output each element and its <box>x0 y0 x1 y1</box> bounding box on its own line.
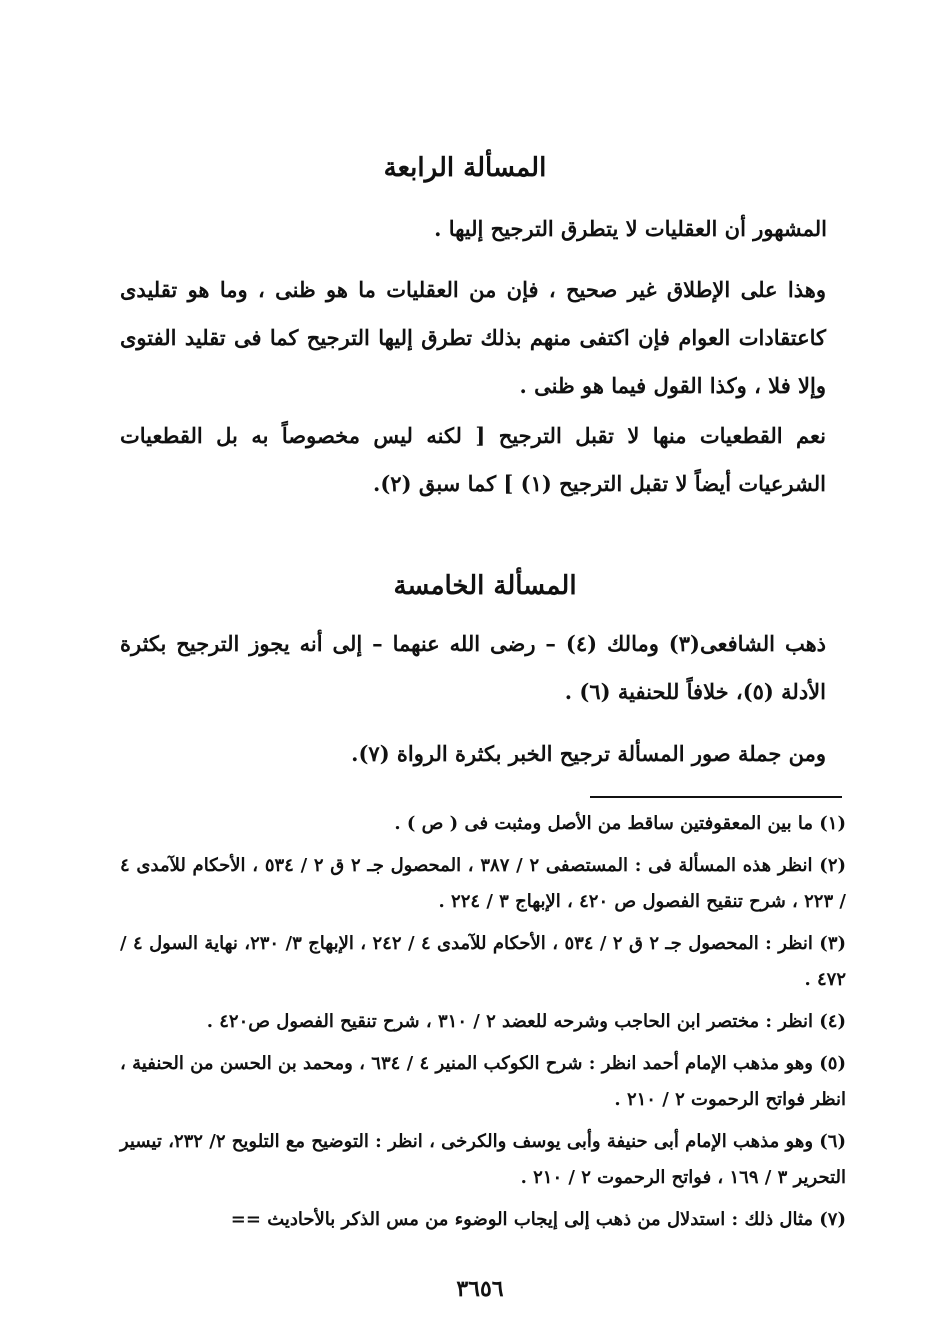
section-4-title: المسألة الرابعة <box>383 153 547 183</box>
page-number: ٣٦٥٦ <box>456 1276 504 1302</box>
footnote-7: (٧) مثال ذلك : استدلال من ذهب إلى إيجاب الوضوء من مس الذكر بالأحاديث == <box>230 1209 846 1230</box>
section-4-paragraph-2: وهذا على الإطلاق غير صحيح ، فإن من العقليات ما هو ظنى ، وما هو تقليدى كاعتقادات العوام فإن اكتفى منهم بذلك تطرق إليها الترجيح كما فى تقليد الفتوى وإلا فلا ، وكذا القول فيما هو ظنى . <box>120 277 826 398</box>
section-4-paragraph-1: المشهور أن العقليات لا يتطرق الترجيح إليها . <box>434 216 827 241</box>
footnote-6: (٦) وهو مذهب الإمام أبى حنيفة وأبى يوسف والكرخى ، انظر : التوضيح مع التلويح ٢/ ٢٣٢، تيسير التحرير ٣ / ١٦٩ ، فواتح الرحموت ٢ / ٢١٠ . <box>120 1131 846 1188</box>
section-5-paragraph-2: ومن جملة صور المسألة ترجيح الخبر بكثرة الرواة (٧). <box>351 741 826 766</box>
footnote-4: (٤) انظر : مختصر ابن الحاجب وشرحه للعضد ٢ / ٣١٠ ، شرح تنقيح الفصول ص٤٢٠ . <box>206 1011 846 1032</box>
footnote-separator <box>590 796 842 798</box>
section-5-title: المسألة الخامسة <box>393 571 577 601</box>
footnote-1: (١) ما بين المعقوفتين ساقط من الأصل ومثبت فى ( ص ) . <box>394 813 846 834</box>
footnotes <box>120 806 846 1244</box>
footnote-5: (٥) وهو مذهب الإمام أحمد انظر : شرح الكوكب المنير ٤ / ٦٣٤ ، ومحمد بن الحسن من الحنفية ، انظر فواتح الرحموت ٢ / ٢١٠ . <box>120 1053 846 1110</box>
footnote-3: (٣) انظر : المحصول جـ ٢ ق ٢ / ٥٣٤ ، الأحكام للآمدى ٤ / ٢٤٢ ، الإبهاج ٣/ ٢٣٠، نهاية السول ٤ / ٤٧٢ . <box>120 933 847 990</box>
section-4-paragraph-3: نعم القطعيات منها لا تقبل الترجيح [ لكنه ليس مخصوصاً به بل القطعيات الشرعيات أيضاً لا تقبل الترجيح (١) ] كما سبق (٢). <box>120 423 826 496</box>
section-5-paragraph-1: ذهب الشافعى(٣) ومالك (٤) – رضى الله عنهما – إلى أنه يجوز الترجيح بكثرة الأدلة (٥)، خلافاً للحنفية (٦) . <box>120 631 826 704</box>
footnote-2: (٢) انظر هذه المسألة فى : المستصفى ٢ / ٣٨٧ ، المحصول جـ ٢ ق ٢ / ٥٣٤ ، الأحكام للآمدى ٤ / ٢٢٣ ، شرح تنقيح الفصول ص ٤٢٠ ، الإبهاج ٣ / ٢٢٤ . <box>120 855 847 912</box>
